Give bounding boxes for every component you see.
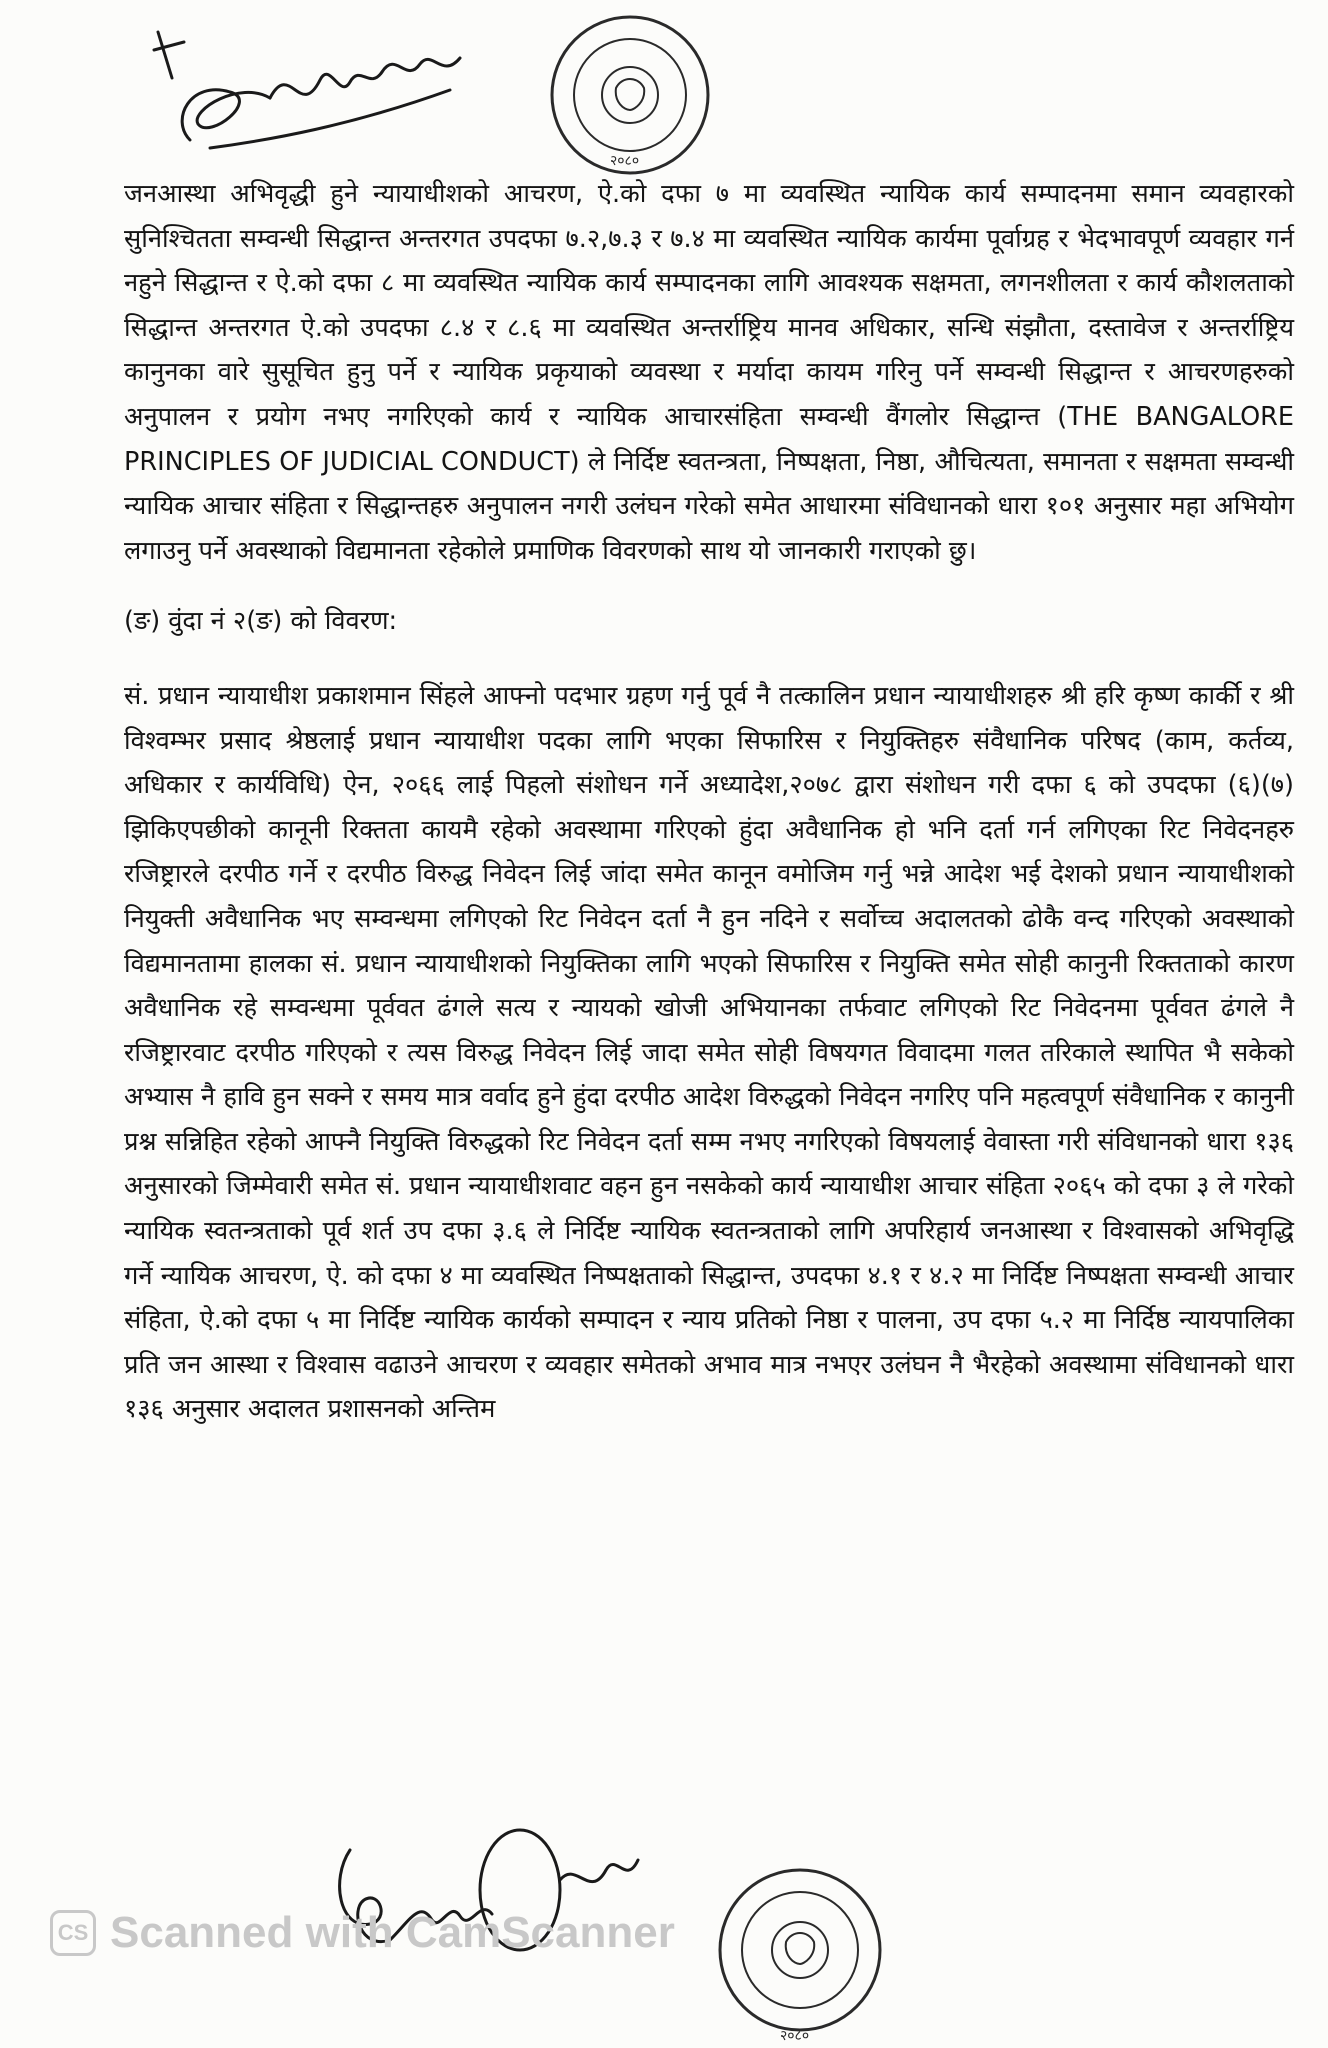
letter-body: [124, 172, 1294, 1432]
camscanner-watermark: [50, 1908, 675, 1958]
camscanner-text: Scanned with CamScanner: [110, 1908, 675, 1957]
organization-stamp-top: [530, 10, 730, 180]
paragraph-1: जनआस्था अभिवृद्धी हुने न्यायाधीशको आचरण, ऐ.को दफा ७ मा व्यवस्थित न्यायिक कार्य सम्पादनमा समान व्यवहारको सुनिश्चितता सम्वन्धी सिद्धान्त अन्तरगत उपदफा ७.२,७.३ र ७.४ मा व्यवस्थित न्यायिक कार्यमा पूर्वाग्रह र भेदभावपूर्ण व्यवहार गर्न नहुने सिद्धान्त र ऐ.को दफा ८ मा व्यवस्थित न्यायिक कार्य सम्पादनका लागि आवश्यक सक्षमता, लगनशीलता र कार्य कौशलताको सिद्धान्त अन्तरगत ऐ.को उपदफा ८.४ र ८.६ मा व्यवस्थित अन्तर्राष्ट्रिय मानव अधिकार, सन्धि संझौता, दस्तावेज र अन्तर्राष्ट्रिय कानुनका वारे सुसूचित हुनु पर्ने र न्यायिक प्रकृयाको व्यवस्था र मर्यादा कायम गरिनु पर्ने सम्वन्धी सिद्धान्त र आचरणहरुको अनुपालन र प्रयोग नभए नगरिएको कार्य र न्यायिक आचारसंहिता सम्वन्धी वैंगलोर सिद्धान्त (THE BANGALORE PRINCIPLES OF JUDICIAL CONDUCT) ले निर्दिष्ट स्वतन्त्रता, निष्पक्षता, निष्ठा, औचित्यता, समानता र सक्षमता सम्वन्धी न्यायिक आचार संहिता र सिद्धान्तहरु अनुपालन नगरी उलंघन गरेको समेत आधारमा संविधानको धारा १०१ अनुसार महा अभियोग लगाउनु पर्ने अवस्थाको विद्यमानता रहेकोले प्रमाणिक विवरणको साथ यो जानकारी गराएको छु।: [124, 179, 1294, 566]
camscanner-logo-icon: CS: [50, 1910, 96, 1956]
stamp-top-year: २०८०: [610, 153, 640, 169]
paragraph-2: सं. प्रधान न्यायाधीश प्रकाशमान सिंहले आफ्नो पदभार ग्रहण गर्नु पूर्व नै तत्कालिन प्रधान न्यायाधीशहरु श्री हरि कृष्ण कार्की र श्री विश्वम्भर प्रसाद श्रेष्ठलाई प्रधान न्यायाधीश पदका लागि भएका सिफारिस र नियुक्तिहरु संवैधानिक परिषद (काम, कर्तव्य, अधिकार र कार्यविधि) ऐन, २०६६ लाई पिहलो संशोधन गर्ने अध्यादेश,२०७८ द्वारा संशोधन गरी दफा ६ को उपदफा (६)(७) झिकिएपछीको कानूनी रिक्तता कायमै रहेको अवस्थामा गरिएको हुंदा अवैधानिक हो भनि दर्ता गर्न लगिएका रिट निवेदनहरु रजिष्ट्रारले दरपीठ गर्ने र दरपीठ विरुद्ध निवेदन लिई जांदा समेत कानून वमोजिम गर्नु भन्ने आदेश भई देशको प्रधान न्यायाधीशको नियुक्ती अवैधानिक भए सम्वन्धमा लगिएको रिट निवेदन दर्ता नै हुन नदिने र सर्वोच्च अदालतको ढोकै वन्द गरिएको अवस्थाको विद्यमानतामा हालका सं. प्रधान न्यायाधीशको नियुक्तिका लागि भएको सिफारिस र नियुक्ति समेत सोही कानुनी रिक्तताको कारण अवैधानिक रहे सम्वन्धमा पूर्ववत ढंगले सत्य र न्यायको खोजी अभियानका तर्फवाट लगिएको रिट निवेदनमा पूर्ववत ढंगले नै रजिष्ट्रारवाट दरपीठ गरिएको र त्यस विरुद्ध निवेदन लिई जादा समेत सोही विषयगत विवादमा गलत तरिकाले स्थापित भै सकेको अभ्यास नै हावि हुन सक्ने र समय मात्र वर्वाद हुने हुंदा दरपीठ आदेश विरुद्धको निवेदन नगरिए पनि महत्वपूर्ण संवैधानिक र कानुनी प्रश्न सन्निहित रहेको आफ्नै नियुक्ति विरुद्धको रिट निवेदन दर्ता सम्म नभए नगरिएको विषयलाई वेवास्ता गरी संविधानको धारा १३६ अनुसारको जिम्मेवारी समेत सं. प्रधान न्यायाधीशवाट वहन हुन नसकेको कार्य न्यायाधीश आचार संहिता २०६५ को दफा ३ ले गरेको न्यायिक स्वतन्त्रताको पूर्व शर्त उप दफा ३.६ ले निर्दिष्ट न्यायिक स्वतन्त्रताको लागि अपरिहार्य जनआस्था र विश्वासको अभिवृद्धि गर्ने न्यायिक आचरण, ऐ. को दफा ४ मा व्यवस्थित निष्पक्षताको सिद्धान्त, उपदफा ४.१ र ४.२ मा निर्दिष्ट निष्पक्षता सम्वन्धी आचार संहिता, ऐ.को दफा ५ मा निर्दिष्ट न्यायिक कार्यको सम्पादन र न्याय प्रतिको निष्ठा र पालना, उप दफा ५.२ मा निर्दिष्ठ न्यायपालिका प्रति जन आस्था र विश्वास वढाउने आचरण र व्यवहार समेतको अभाव मात्र नभएर उलंघन नै भैरहेको अवस्थामा संविधानको धारा १३६ अनुसार अदालत प्रशासनको अन्तिम: [124, 680, 1294, 1425]
signature-top: [150, 20, 470, 160]
stamp-bottom-year: २०८०: [780, 2028, 810, 2044]
section-heading: (ङ) वुंदा नं २(ङ) को विवरण:: [124, 606, 398, 637]
organization-stamp-bottom: [700, 1860, 900, 2048]
